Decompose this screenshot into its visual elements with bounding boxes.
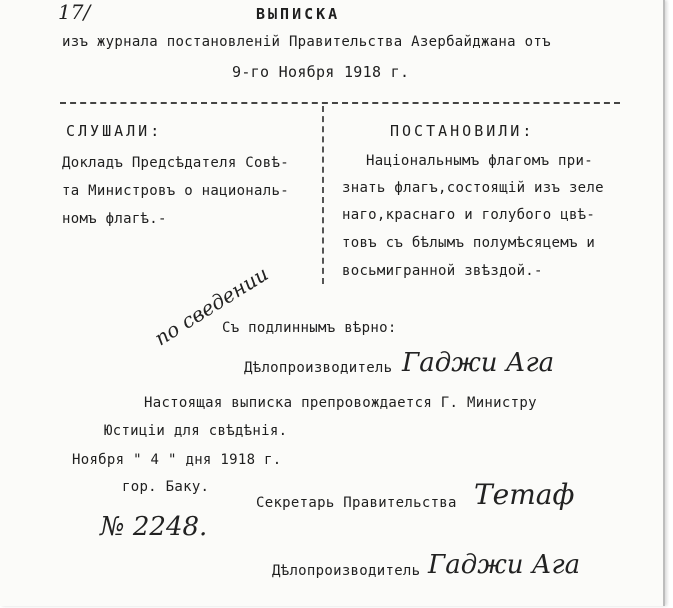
right-body-line-5: восьмигранной звѣздой.- (342, 263, 543, 279)
date-line: Ноября " 4 " дня 1918 г. (72, 452, 282, 468)
left-heading: СЛУШАЛИ: (66, 122, 163, 140)
left-body-line-1: Докладъ Предсѣдателя Совѣ- (62, 155, 289, 171)
document-number: № 2248. (100, 512, 208, 542)
signature-secretary: Тетаф (474, 478, 575, 511)
clerk-label-2: Дѣлопроизводитель (272, 563, 421, 579)
right-body-line-3: наго,краснаго и голубого цвѣ- (342, 207, 596, 223)
transmittal-line-1: Настоящая выписка препровождается Г. Министру (144, 395, 537, 411)
document-title: ВЫПИСКА (256, 5, 341, 23)
signature-clerk-2: Гаджи Ага (428, 550, 581, 580)
city-line: гор. Баку. (122, 479, 210, 495)
right-body-line-4: товъ съ бѣлымъ полумѣсяцемъ и (342, 235, 596, 251)
right-heading: ПОСТАНОВИЛИ: (390, 122, 535, 140)
right-body-line-2: знать флагъ,состоящій изъ зеле (342, 180, 604, 196)
certification-line: Съ подлиннымъ вѣрно: (222, 320, 397, 336)
transmittal-line-2: Юстиціи для свѣдѣнія. (104, 423, 288, 439)
horizontal-divider (60, 102, 620, 104)
vertical-divider (322, 106, 324, 284)
subtitle-line-1: изъ журнала постановленій Правительства Азербайджана отъ (62, 34, 551, 50)
signature-clerk-1: Гаджи Ага (402, 348, 555, 378)
clerk-label-1: Дѣлопроизводитель (244, 360, 393, 376)
left-body-line-2: та Министровъ о националь- (62, 183, 289, 199)
corner-handwritten-mark: 17/ (58, 0, 91, 24)
secretary-label: Секретарь Правительства (256, 495, 457, 511)
handwritten-margin-note: по сведении (150, 261, 273, 351)
subtitle-line-2: 9-го Ноября 1918 г. (232, 63, 410, 81)
right-body-line-1: Національнымъ флагомъ при- (366, 153, 593, 169)
left-body-line-3: номъ флагѣ.- (62, 211, 167, 227)
